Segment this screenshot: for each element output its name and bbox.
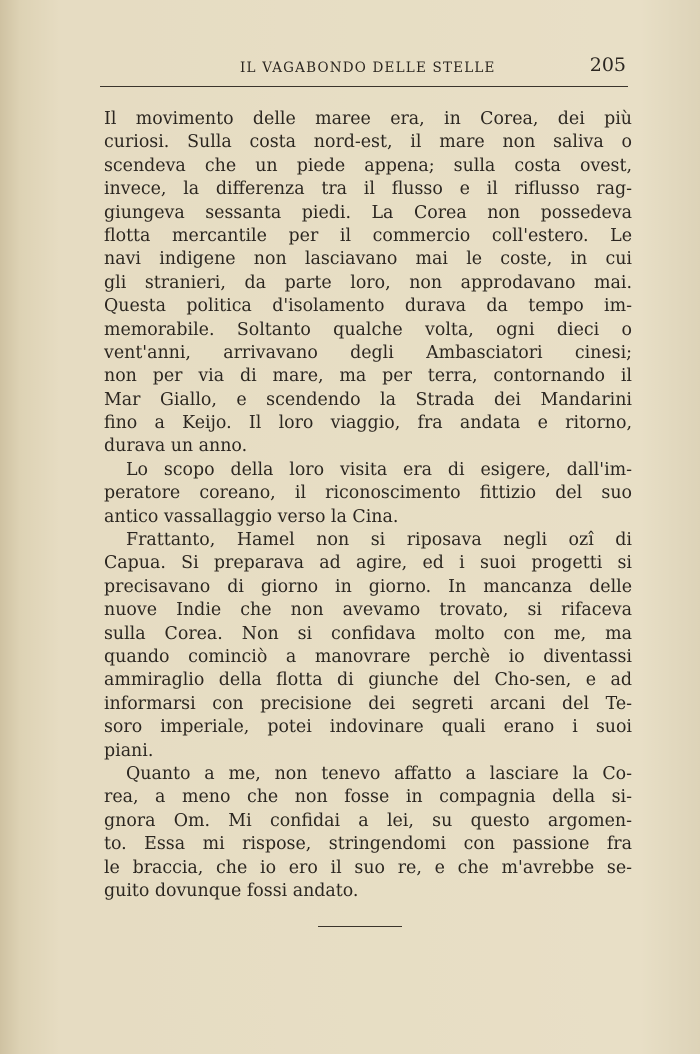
text-line: curiosi. Sulla costa nord-est, il mare non saliva o	[104, 132, 632, 153]
text-line: durava un anno.	[104, 436, 248, 457]
text-line: invece, la differenza tra il flusso e il riflusso rag-	[104, 179, 632, 200]
text-line: fino a Keijo. Il loro viaggio, fra andata e ritorno,	[104, 413, 632, 434]
text-line: Mar Giallo, e scendendo la Strada dei Mandarini	[104, 389, 632, 410]
text-line: informarsi con precisione dei segreti arcani del Te-	[104, 693, 632, 714]
text-line: piani.	[104, 740, 154, 761]
text-line: Capua. Si preparava ad agire, ed i suoi progetti si	[104, 553, 632, 574]
body-text	[104, 108, 632, 903]
text-line: Lo scopo della loro visita era di esigere, dall'im-	[126, 459, 632, 480]
text-line: Frattanto, Hamel non si riposava negli ozî di	[126, 530, 632, 551]
text-line: to. Essa mi rispose, stringendomi con passione fra	[104, 834, 632, 855]
text-line: giungeva sessanta piedi. La Corea non possedeva	[104, 202, 632, 223]
text-line: Questa politica d'isolamento durava da tempo im-	[104, 296, 632, 317]
text-line: nuove Indie che non avevamo trovato, si rifaceva	[104, 600, 632, 621]
text-line: peratore coreano, il riconoscimento fittizio del suo	[104, 483, 632, 504]
text-line: ammiraglio della flotta di giunche del Cho-sen, e ad	[104, 670, 632, 691]
text-line: guito dovunque fossi andato.	[104, 880, 359, 901]
text-line: le braccia, che io ero il suo re, e che m'avrebbe se-	[104, 857, 632, 878]
text-line: memorabile. Soltanto qualche volta, ogni dieci o	[104, 319, 632, 340]
text-line: quando cominciò a manovrare perchè io diventassi	[104, 646, 632, 667]
text-line: flotta mercantile per il commercio coll'estero. Le	[104, 225, 632, 246]
text-line: soro imperiale, potei indovinare quali erano i suoi	[104, 717, 632, 738]
text-line: sulla Corea. Non si confidava molto con me, ma	[104, 623, 632, 644]
text-line: Quanto a me, non tenevo affatto a lasciare la Co-	[126, 763, 632, 784]
text-line: Il movimento delle maree era, in Corea, dei più	[104, 109, 632, 129]
text-line: scendeva che un piede appena; sulla costa ovest,	[104, 155, 632, 176]
text-line: precisavano di giorno in giorno. In mancanza delle	[104, 576, 632, 597]
text-line: gnora Om. Mi confidai a lei, su questo argomen-	[104, 810, 632, 831]
text-line: antico vassallaggio verso la Cina.	[104, 506, 399, 527]
text-line: navi indigene non lasciavano mai le coste, in cui	[104, 249, 632, 270]
header-rule	[100, 86, 628, 87]
page-number: 205	[589, 54, 626, 76]
end-rule	[318, 926, 402, 927]
text-line: rea, a meno che non fosse in compagnia della si-	[104, 787, 632, 808]
running-title: IL VAGABONDO DELLE STELLE	[240, 60, 496, 76]
text-line: gli stranieri, da parte loro, non approdavano mai.	[104, 272, 632, 293]
text-line: vent'anni, arrivavano degli Ambasciatori cinesi;	[104, 342, 632, 363]
running-header	[100, 52, 630, 80]
text-line: non per via di mare, ma per terra, contornando il	[104, 366, 632, 387]
